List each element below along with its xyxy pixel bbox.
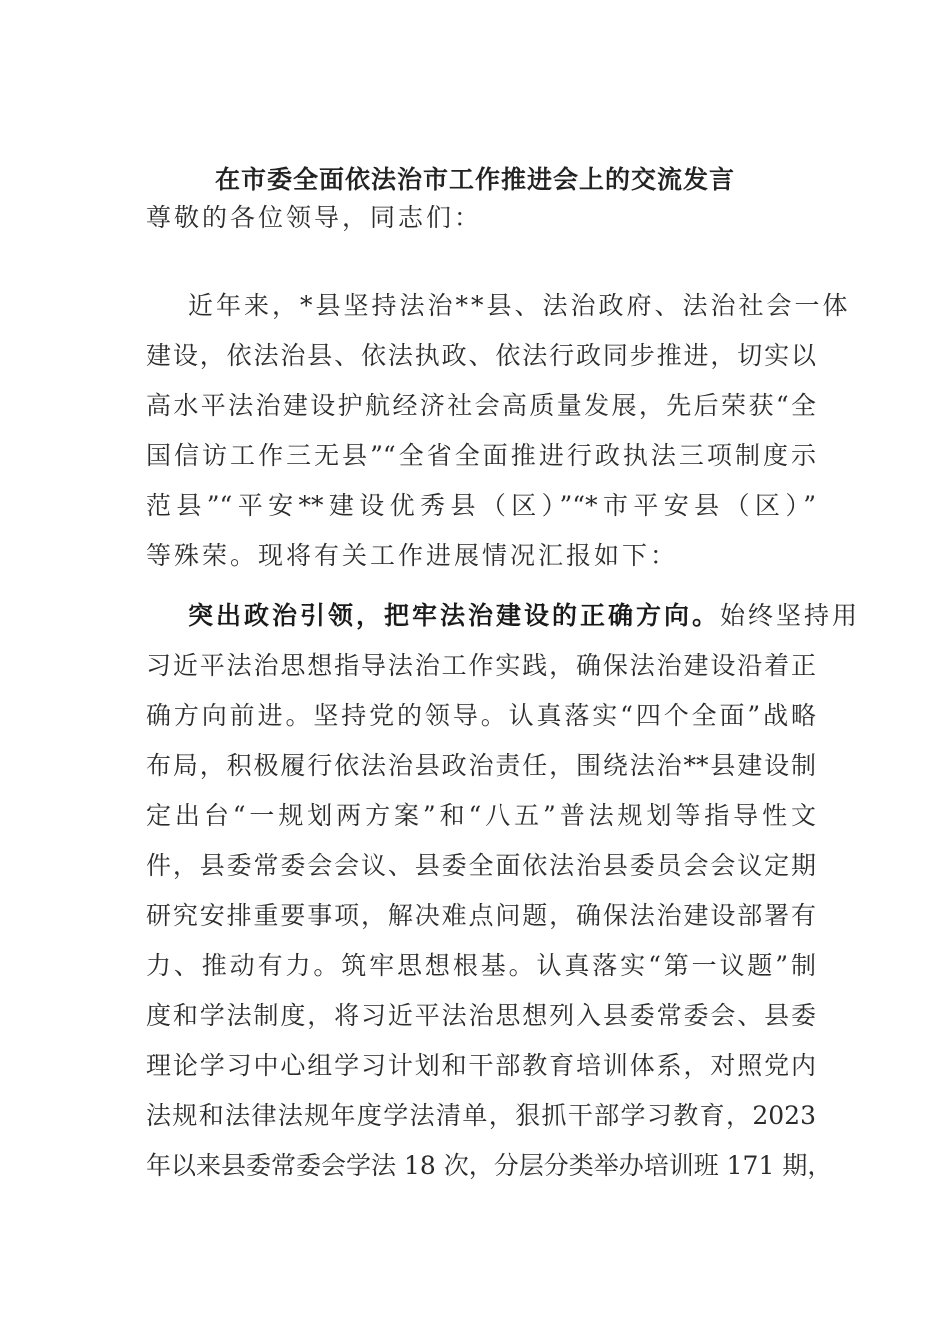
section-heading: 突出政治引领，把牢法治建设的正确方向。 (188, 601, 721, 630)
paragraph1-line: 国信访工作三无县”“全省全面推进行政执法三项制度示 (146, 441, 816, 470)
paragraph2-line: 度和学法制度，将习近平法治思想列入县委常委会、县委 (146, 1001, 816, 1030)
paragraph1-line: 高水平法治建设护航经济社会高质量发展，先后荣获“全 (146, 391, 816, 420)
paragraph2-line: 法规和法律法规年度学法清单，狠抓干部学习教育，2023 (146, 1101, 816, 1130)
paragraph2-line: 研究安排重要事项，解决难点问题，确保法治建设部署有 (146, 901, 816, 930)
paragraph2-line: 年以来县委常委会学法 18 次，分层分类举办培训班 171 期， (146, 1151, 833, 1180)
paragraph2-line: 定出台“一规划两方案”和“八五”普法规划等指导性文 (146, 801, 816, 830)
paragraph2-line: 件，县委常委会会议、县委全面依法治县委员会会议定期 (146, 851, 816, 880)
salutation: 尊敬的各位领导，同志们： (146, 203, 483, 232)
paragraph2-line: 理论学习中心组学习计划和干部教育培训体系，对照党内 (146, 1051, 816, 1080)
paragraph1-line: 等殊荣。现将有关工作进展情况汇报如下： (146, 541, 679, 570)
paragraph1-line: 建设，依法治县、依法执政、依法行政同步推进，切实以 (146, 341, 816, 370)
paragraph2-first-line (188, 596, 861, 632)
document-title: 在市委全面依法治市工作推进会上的交流发言 (214, 165, 735, 194)
paragraph2-line: 布局，积极履行依法治县政治责任，围绕法治**县建设制 (146, 751, 816, 780)
paragraph1-line: 近年来，*县坚持法治**县、法治政府、法治社会一体 (188, 291, 851, 320)
paragraph2-line: 力、推动有力。筑牢思想根基。认真落实“第一议题”制 (146, 951, 816, 980)
paragraph2-line: 确方向前进。坚持党的领导。认真落实“四个全面”战略 (146, 701, 816, 730)
paragraph2-first-rest: 始终坚持用 (720, 601, 861, 630)
paragraph2-line: 习近平法治思想指导法治工作实践，确保法治建设沿着正 (146, 651, 816, 680)
paragraph1-line: 范县”“平安**建设优秀县（区）”“*市平安县（区）” (146, 491, 816, 520)
